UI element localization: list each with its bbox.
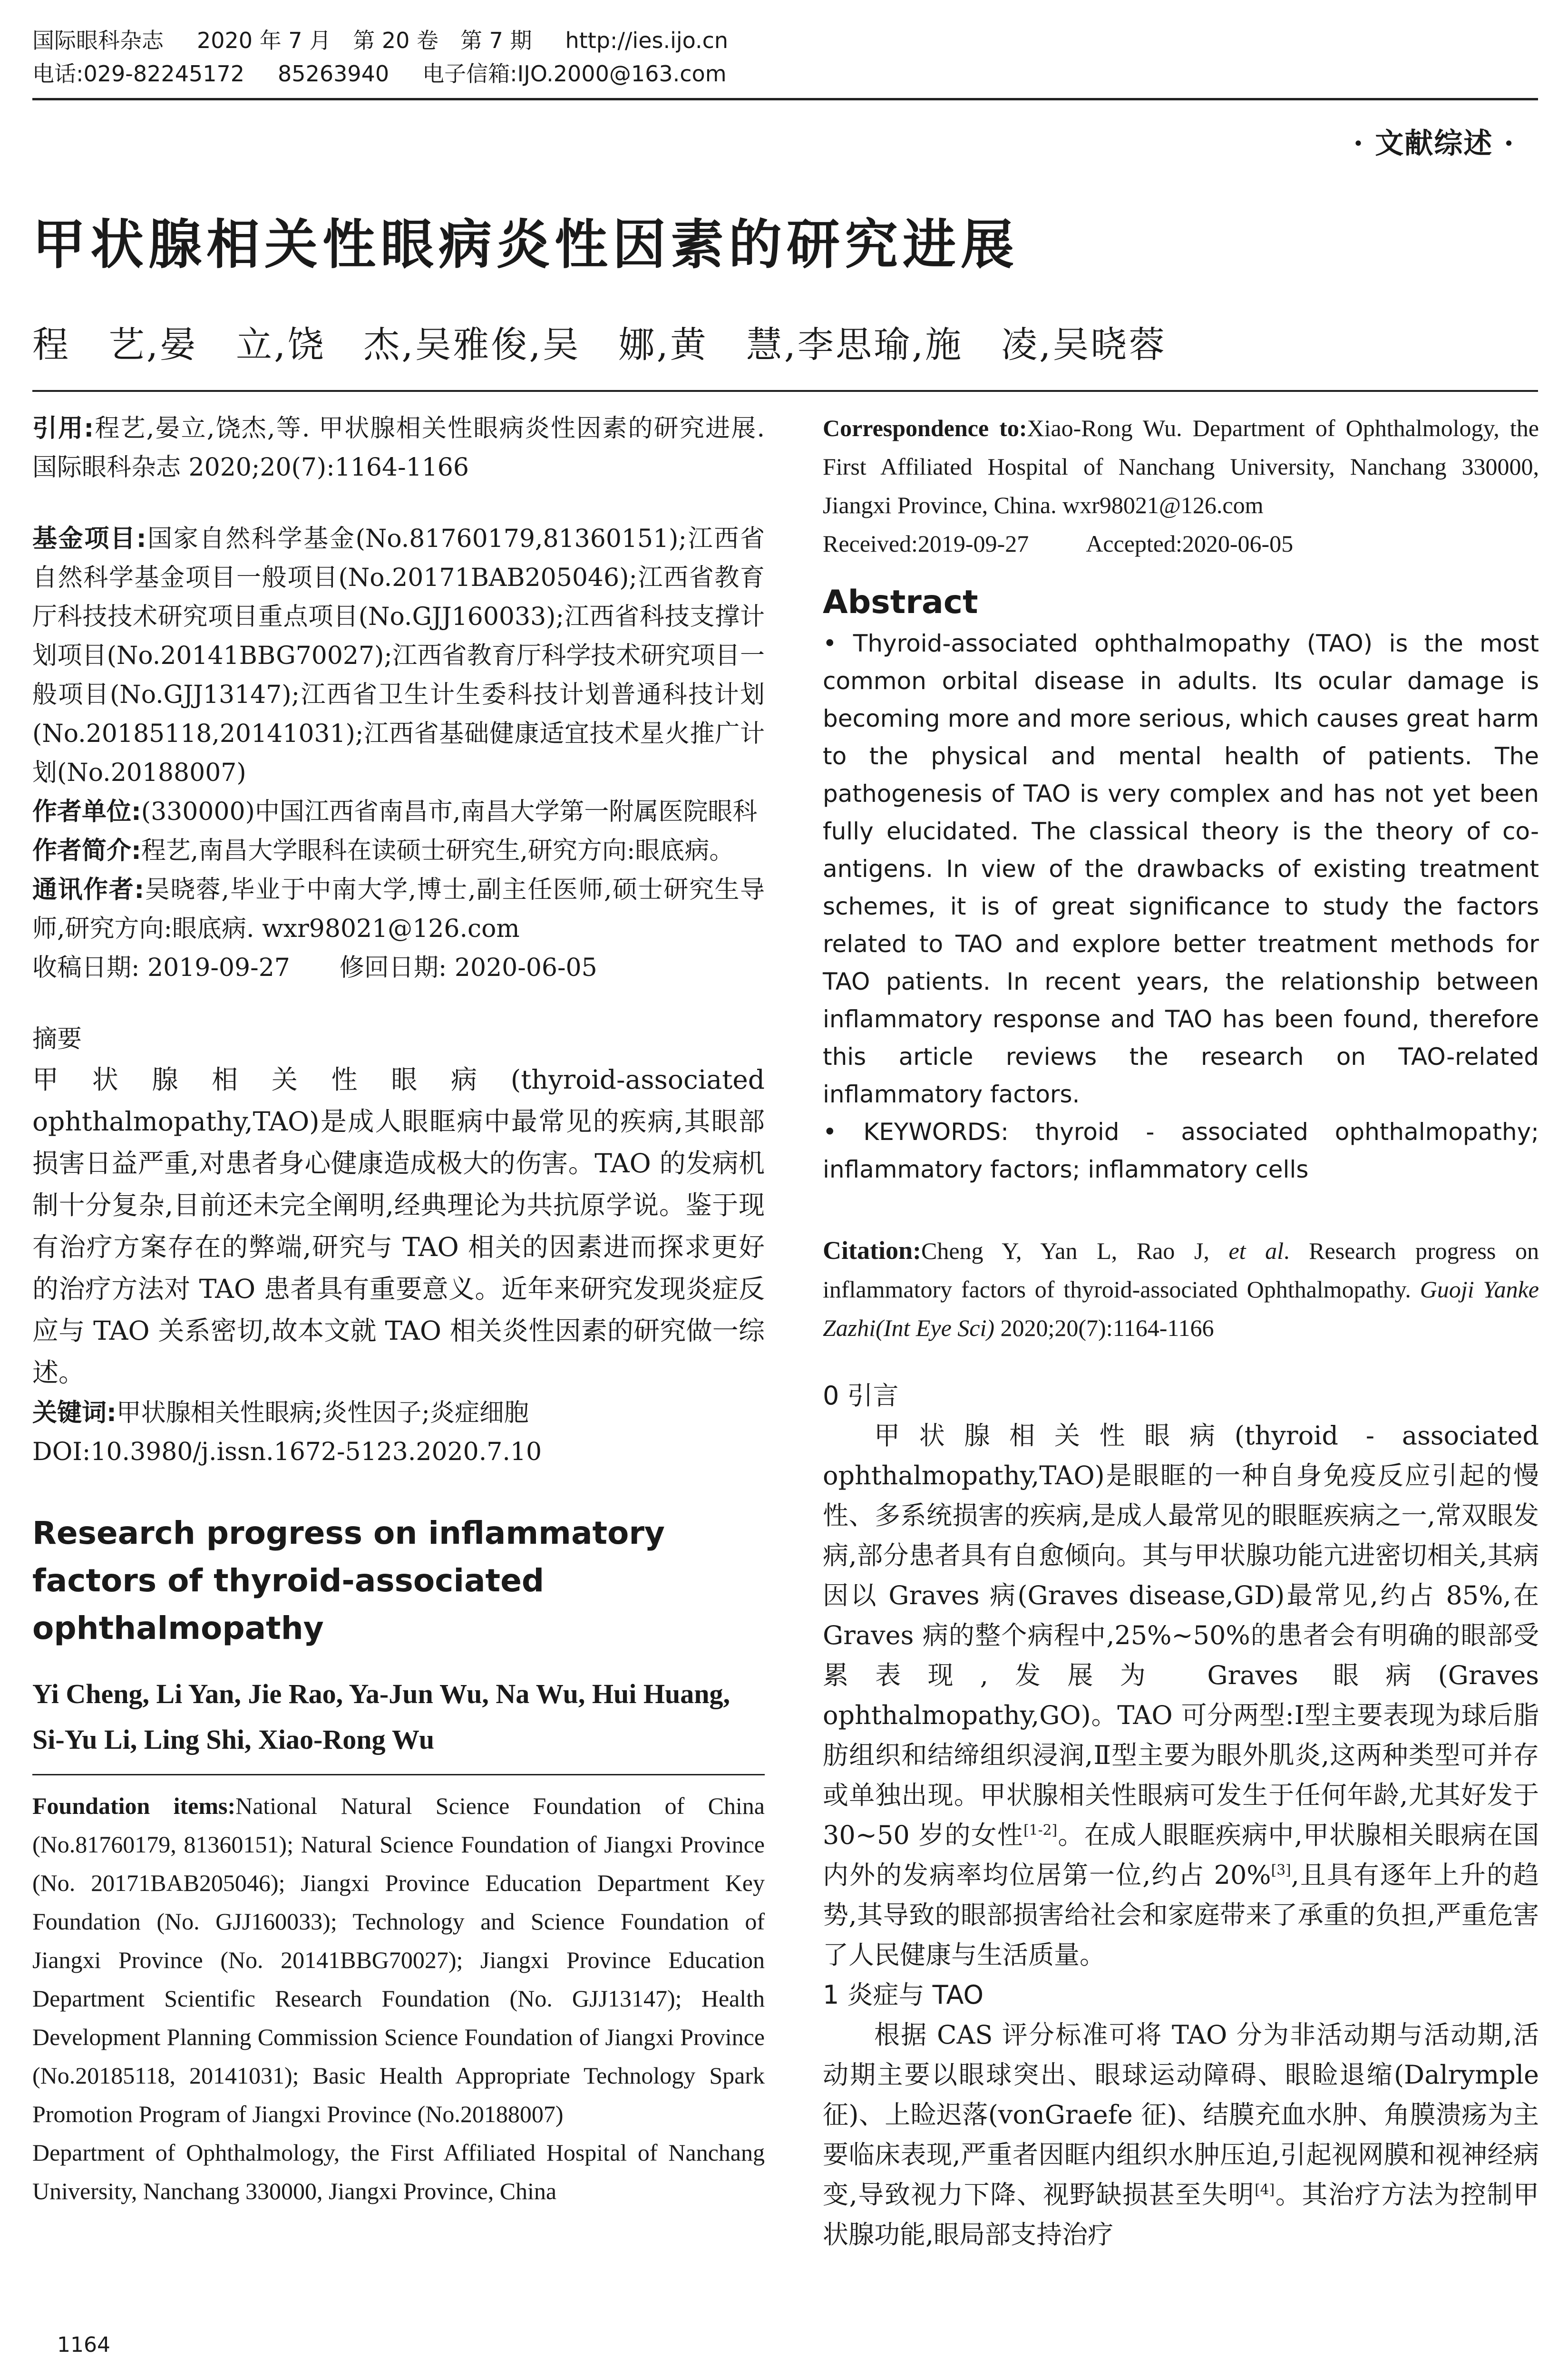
- foundation-cn: [32, 519, 765, 792]
- page-title: 甲状腺相关性眼病炎性因素的研究进展: [32, 214, 1019, 276]
- abstract-text-en: • Thyroid-associated ophthalmopathy (TAO) is the most common orbital disease in adults. Its ocular damage is becoming more and more serious, which causes great harm to the physical and mental health of patients. The pathogenesis of TAO is very complex and has not yet been fully elucidated. The classical theory is the theory of co-antigens. In view of the drawbacks of existing treatment schemes, it is of great significance to study the factors related to TAO and explore better treatment methods for TAO patients. In recent years, the relationship between inflammatory response and TAO has been found, therefore this article reviews the research on TAO-related inflammatory factors.: [823, 630, 1539, 1108]
- issue-info: 2020 年 7 月 第 20 卷 第 7 期: [197, 28, 532, 53]
- sec1-part-a: 根据 CAS 评分标准可将 TAO 分为非活动期与活动期,活动期主要以眼球突出、眼球运动障碍、眼睑退缩(Dalrymple 征)、上睑迟落(vonGraefe 征)、结膜充血水肿、角膜溃疡为主要临床表现,严重者因眶内组织水肿压迫,引起视网膜和视神经病变,导致视力下降、视野缺损甚至失明: [823, 2020, 1539, 2210]
- abstract-heading-en: Abstract: [823, 584, 978, 621]
- bio-text: 程艺,南昌大学眼科在读硕士研究生,研究方向:眼底病。: [141, 837, 734, 865]
- correspondence-label: Correspondence to:: [823, 415, 1027, 441]
- header-line-1: [32, 24, 1535, 57]
- citation-en-part-1: Cheng Y, Yan L, Rao J,: [921, 1237, 1229, 1264]
- phone: 电话:029-82245172: [32, 61, 245, 87]
- received-accepted: [823, 525, 1539, 563]
- citation-en-label: Citation:: [823, 1236, 921, 1265]
- ref-1-2[interactable]: [1-2]: [1023, 1822, 1058, 1839]
- unit-cn: [32, 792, 765, 831]
- authors-cn: 程 艺,晏 立,饶 杰,吴雅俊,吴 娜,黄 慧,李思瑜,施 凌,吴晓蓉: [32, 323, 1167, 366]
- english-authors: Yi Cheng, Li Yan, Jie Rao, Ya-Jun Wu, Na Wu, Hui Huang, Si-Yu Li, Ling Shi, Xiao-Rong Wu: [32, 1678, 730, 1755]
- citation-text: 程艺,晏立,饶杰,等. 甲状腺相关性眼病炎性因素的研究进展. 国际眼科杂志 2020;20(7):1164-1166: [32, 414, 765, 482]
- page-number: 1164: [57, 2333, 110, 2357]
- citation-label: 引用:: [32, 414, 94, 443]
- intro-heading: 0 引言: [823, 1381, 899, 1411]
- header-rule: [32, 98, 1538, 100]
- right-column: [823, 409, 1539, 2255]
- authors-rule: [32, 390, 1538, 392]
- journal-name: 国际眼科杂志: [32, 28, 164, 53]
- intro-part-a: 甲状腺相关性眼病(thyroid - associated ophthalmopathy,TAO)是眼眶的一种自身免疫反应引起的慢性、多系统损害的疾病,是成人最常见的眼眶疾病之一,常双眼发病,部分患者具有自愈倾向。其与甲状腺功能亢进密切相关,其病因以 Graves 病(Graves disease,GD)最常见,约占 85%,在 Graves 病的整个病程中,25%~50%的患者会有明确的眼部受累表现,发展为 Graves 眼病(Graves ophthalmopathy,GO)。TAO 可分两型:Ⅰ型主要表现为球后脂肪组织和结缔组织浸润,Ⅱ型主要为眼外肌炎,这两种类型可并存或单独出现。甲状腺相关性眼病可发生于任何年龄,尤其好发于 30~50 岁的女性: [823, 1421, 1539, 1850]
- doi: DOI:10.3980/j.issn.1672-5123.2020.7.10: [32, 1438, 542, 1466]
- dates-cn: 收稿日期: 2019-09-27 修回日期: 2020-06-05: [32, 954, 597, 982]
- accepted: Accepted:2020-06-05: [1086, 530, 1294, 557]
- foundation-en: [32, 1787, 765, 2133]
- keywords-en: • KEYWORDS: thyroid - associated ophthalmopathy; inflammatory factors; inflammatory cells: [823, 1118, 1539, 1183]
- journal-url[interactable]: http://ies.ijo.cn: [565, 28, 729, 53]
- citation-en-part-2: . Research progress on inflammatory factors of thyroid-associated Ophthalmopathy.: [823, 1237, 1539, 1303]
- left-column: [32, 409, 765, 2211]
- english-title: Research progress on inflammatory factors of thyroid-associated ophthalmopathy: [32, 1515, 665, 1646]
- citation-en: [823, 1231, 1539, 1347]
- citation-en-etal: et al: [1228, 1237, 1284, 1264]
- abstract-heading-cn: 摘要: [32, 1025, 82, 1053]
- unit-text: (330000)中国江西省南昌市,南昌大学第一附属医院眼科: [141, 798, 758, 826]
- department-en: Department of Ophthalmology, the First Affiliated Hospital of Nanchang University, Nanchang 330000, Jiangxi Province, China: [32, 2139, 765, 2204]
- en-foundation-text: National Natural Science Foundation of China (No.81760179, 81360151); Natural Science Foundation of Jiangxi Province (No. 20171BAB205046); Jiangxi Province Education Department Key Foundation (No. GJJ160033); Technology and Science Foundation of Jiangxi Province (No. 20141BBG70027); Jiangxi Province Education Department Scientific Research Foundation (No. GJJ13147); Health Development Planning Commission Science Foundation of Jiangxi Province (No.20185118, 20141031); Basic Health Appropriate Technology Spark Promotion Program of Jiangxi Province (No.20188007): [32, 1792, 765, 2127]
- en-foundation-label: Foundation items:: [32, 1792, 236, 1819]
- section-1-paragraph: [823, 2015, 1539, 2255]
- keywords-text: 甲状腺相关性眼病;炎性因子;炎症细胞: [116, 1399, 529, 1427]
- phone-2: 85263940: [278, 61, 390, 87]
- journal-header: [32, 24, 1535, 90]
- intro-paragraph: [823, 1416, 1539, 1975]
- corr-text: 吴晓蓉,毕业于中南大学,博士,副主任医师,硕士研究生导师,研究方向:眼底病. wxr98021@126.com: [32, 876, 765, 943]
- unit-label: 作者单位:: [32, 798, 141, 826]
- header-line-2: [32, 57, 1535, 90]
- corr-label: 通讯作者:: [32, 876, 145, 904]
- citation-cn: [32, 409, 765, 487]
- sec1-part-b: 。其治疗方法为控制甲状腺功能,眼局部支持治疗: [823, 2180, 1539, 2250]
- intro-part-b: 。在成人眼眶疾病中,甲状腺相关眼病在国内外的发病率均位居第一位,约占 20%: [823, 1820, 1539, 1890]
- citation-en-part-3: 2020;20(7):1164-1166: [994, 1315, 1214, 1341]
- citation-en-journal: Guoji Yanke Zazhi(Int Eye Sci): [823, 1276, 1539, 1341]
- ref-4[interactable]: [4]: [1255, 2182, 1275, 2198]
- ref-3[interactable]: [3]: [1271, 1862, 1291, 1879]
- received: Received:2019-09-27: [823, 530, 1029, 557]
- corr-cn: [32, 870, 765, 948]
- section-1-heading: 1 炎症与 TAO: [823, 1980, 984, 2010]
- abstract-text-cn: 甲状腺相关性眼病(thyroid-associated ophthalmopathy,TAO)是成人眼眶病中最常见的疾病,其眼部损害日益严重,对患者身心健康造成极大的伤害。TAO 的发病机制十分复杂,目前还未完全阐明,经典理论为共抗原学说。鉴于现有治疗方案存在的弊端,研究与 TAO 相关的因素进而探求更好的治疗方法对 TAO 患者具有重要意义。近年来研究发现炎症反应与 TAO 关系密切,故本文就 TAO 相关炎性因素的研究做一综述。: [32, 1064, 765, 1388]
- correspondence: [823, 409, 1539, 525]
- bio-cn: [32, 831, 765, 870]
- foundation-label: 基金项目:: [32, 525, 146, 553]
- correspondence-text: Xiao-Rong Wu. Department of Ophthalmology, the First Affiliated Hospital of Nanchang University, Nanchang 330000, Jiangxi Province, China. wxr98021@126.com: [823, 415, 1539, 518]
- intro-part-c: ,且具有逐年上升的趋势,其导致的眼部损害给社会和家庭带来了承重的负担,严重危害了人民健康与生活质量。: [823, 1860, 1539, 1970]
- section-tag: · 文献综述 ·: [1353, 127, 1515, 160]
- keywords-label: 关键词:: [32, 1399, 117, 1427]
- email: 电子信箱:IJO.2000@163.com: [422, 61, 727, 87]
- keywords-cn: [32, 1393, 765, 1432]
- foundation-text: 国家自然科学基金(No.81760179,81360151);江西省自然科学基金项目一般项目(No.20171BAB205046);江西省教育厅科技技术研究项目重点项目(No.GJJ160033);江西省科技支撑计划项目(No.20141BBG70027);江西省教育厅科学技术研究项目一般项目(No.GJJ13147);江西省卫生计生委科技计划普通科技计划(No.20185118,20141031);江西省基础健康适宜技术星火推广计划(No.20188007): [32, 525, 765, 787]
- bio-label: 作者简介:: [32, 837, 141, 865]
